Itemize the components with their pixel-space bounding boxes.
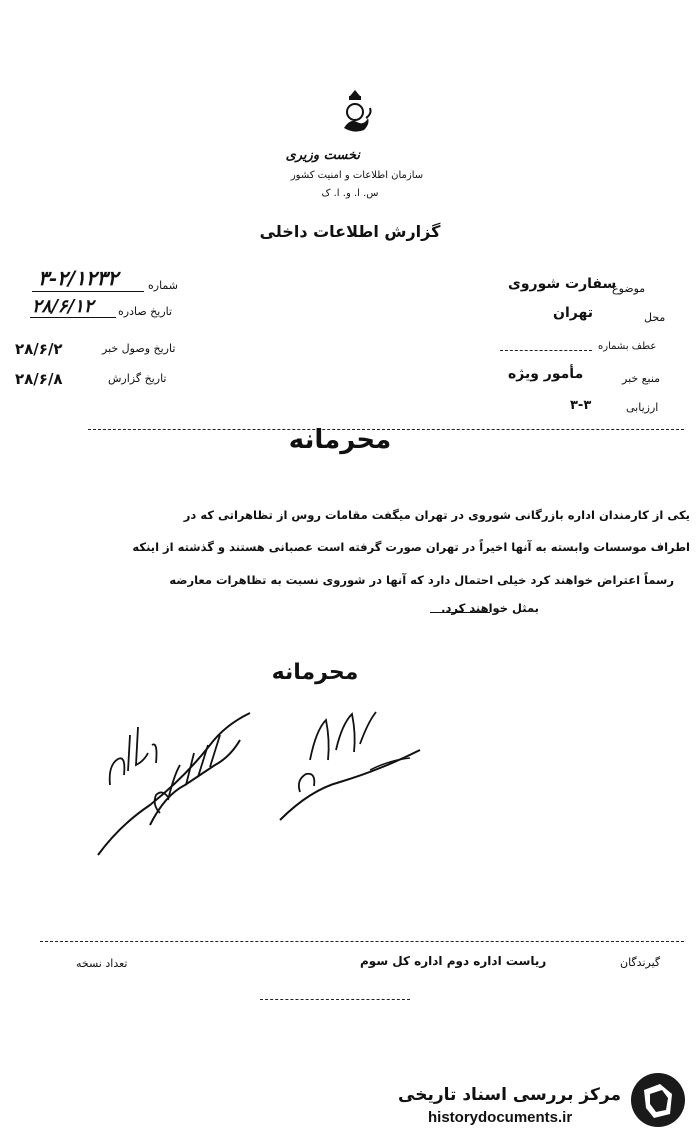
ref-dashes <box>500 350 592 351</box>
report-title: گزارش اطلاعات داخلی <box>259 222 441 241</box>
watermark-site: historydocuments.ir <box>428 1109 573 1126</box>
source-value: مأمور ویژه <box>508 366 584 382</box>
body-line-1: یکی از کارمندان اداره بازرگانی شوروی در تهران میگفت مقامات روس از تظاهراتی که در <box>183 508 690 522</box>
report-date-label: تاریخ گزارش <box>108 372 167 385</box>
issue-date-underline <box>30 317 116 318</box>
rating-value: ۳-۳ <box>570 398 592 413</box>
body-line-3: رسماً اعتراض خواهند کرد خیلی احتمال دارد که آنها در شوروی نسبت به تظاهرات معارضه <box>169 573 674 587</box>
receipt-date-value: ۲۸/۶/۲ <box>15 340 63 358</box>
signature-left-2 <box>100 715 170 795</box>
signature-right <box>270 700 430 825</box>
body-end-dashes <box>430 612 490 613</box>
report-date-value: ۲۸/۶/۸ <box>15 370 63 388</box>
place-label: محل <box>644 311 666 324</box>
org-line-1: نخست وزیری <box>285 148 360 163</box>
rating-label: ارزیابی <box>626 401 659 414</box>
ref-label: عطف بشماره <box>598 341 657 352</box>
recipient-value: ریاست اداره دوم اداره کل سوم <box>360 954 547 968</box>
issue-date-value: ۲۸/۶/۱۲ <box>32 296 94 317</box>
watermark-org-name: مرکز بررسی اسناد تاریخی <box>398 1085 621 1105</box>
org-line-3: س. ا. و. ا. ک <box>321 188 379 199</box>
footer-separator <box>40 941 684 942</box>
source-label: منبع خبر <box>622 372 661 385</box>
number-label: شماره <box>148 279 179 292</box>
place-value: تهران <box>553 305 593 321</box>
footer-dashes <box>260 999 410 1000</box>
subject-label: موضوع <box>612 282 646 295</box>
classification-top: محرمانه <box>288 425 392 455</box>
watermark-logo-icon <box>630 1072 686 1128</box>
emblem-icon <box>330 88 380 138</box>
number-value: ۳-۲/۱۲۳۲ <box>38 266 119 290</box>
classification-bottom: محرمانه <box>271 660 359 685</box>
body-line-4: بمثل خواهند کرد. <box>441 601 539 615</box>
subject-value: سفارت شوروی <box>508 276 617 292</box>
recipient-label: گیرندگان <box>620 956 661 969</box>
body-line-2: اطراف موسسات وابسته به آنها اخیراً در تهران صورت گرفته است عصبانی هستند و گذشته از اینکه <box>132 540 690 554</box>
receipt-date-label: تاریخ وصول خبر <box>102 342 176 355</box>
issue-date-label: تاریخ صادره <box>118 305 173 318</box>
org-line-2: سازمان اطلاعات و امنیت کشور <box>290 170 424 181</box>
copies-label: تعداد نسخه <box>76 957 128 970</box>
number-underline <box>32 291 144 292</box>
